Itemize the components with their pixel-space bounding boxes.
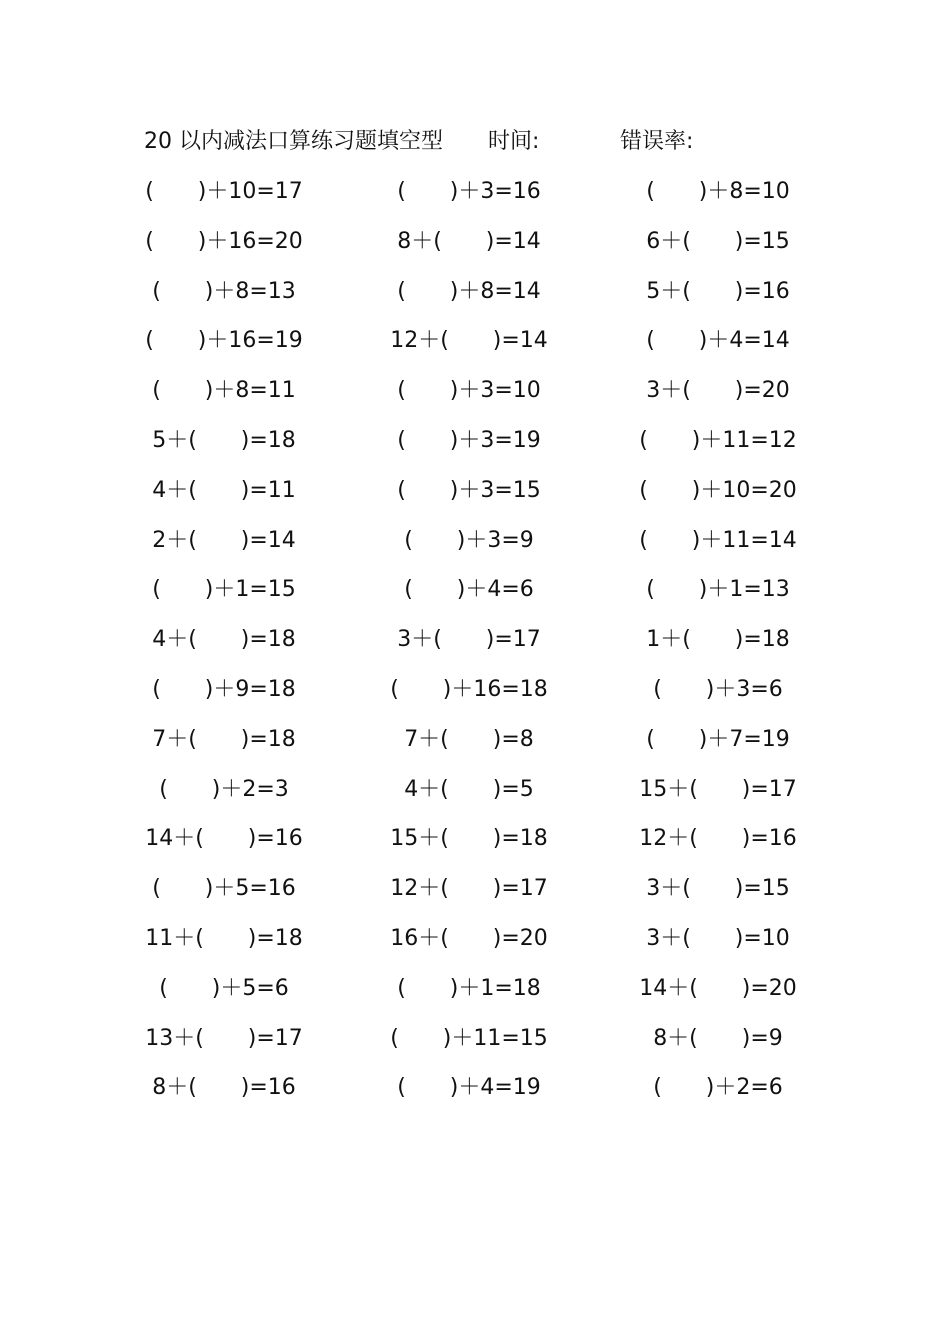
problem-row [0,722,950,772]
problem-item: ( )＋8=10 [646,179,790,204]
problem-row [0,821,950,871]
problem-item: ( )＋11=12 [639,427,797,453]
problem-item: 12＋( )=16 [639,826,797,852]
problem-item: ( )＋1=13 [646,577,790,603]
problem-item: ( )＋16=18 [390,676,548,702]
problem-item: ( )＋16=20 [145,228,303,254]
problem-row [0,1021,950,1071]
problem-row [0,622,950,672]
problem-item: ( )＋1=18 [397,975,541,1001]
problem-row [0,274,950,324]
problem-item: ( )＋9=18 [152,676,296,702]
problem-item: 4＋( )=11 [152,477,296,503]
problem-item: 11＋( )=18 [145,925,303,951]
problem-row [0,224,950,274]
problem-row [0,1070,950,1120]
problem-item: ( )＋11=14 [639,527,797,553]
error-rate-label: 错误率: [620,129,694,154]
problem-item: 5＋( )=18 [152,427,296,453]
problem-item: 3＋( )=15 [646,876,790,902]
problem-item: ( )＋5=6 [159,975,289,1001]
problem-item: 14＋( )=20 [639,975,797,1001]
problem-item: ( )＋4=14 [646,328,790,354]
problem-row [0,373,950,423]
problem-item: ( )＋8=14 [397,278,541,304]
problem-item: 3＋( )=10 [646,925,790,951]
problem-row [0,473,950,523]
problem-item: ( )＋3=15 [397,477,541,503]
problem-item: 14＋( )=16 [145,826,303,852]
problem-item: 15＋( )=18 [390,826,548,852]
problem-item: 4＋( )=18 [152,627,296,653]
problem-row [0,174,950,224]
problem-grid [0,174,950,1120]
problem-item: 12＋( )=14 [390,328,548,354]
problem-item: ( )＋2=3 [159,776,289,802]
problem-item: ( )＋1=15 [152,577,296,603]
problem-row [0,323,950,373]
problem-item: 6＋( )=15 [646,228,790,254]
problem-item: ( )＋3=19 [397,427,541,453]
problem-item: ( )＋3=16 [397,179,541,204]
time-label: 时间: [488,129,540,154]
problem-item: 12＋( )=17 [390,876,548,902]
problem-item: 13＋( )=17 [145,1025,303,1051]
problem-item: 8＋( )=14 [397,228,541,254]
problem-item: 7＋( )=8 [404,726,534,752]
problem-item: ( )＋4=19 [397,1075,541,1101]
worksheet-title: 20 以内减法口算练习题填空型 [144,129,443,154]
problem-item: 8＋( )=16 [152,1075,296,1101]
problem-row [0,672,950,722]
worksheet-header [0,124,950,160]
problem-row [0,871,950,921]
problem-item: 8＋( )=9 [653,1025,783,1051]
problem-row [0,921,950,971]
problem-row [0,572,950,622]
problem-item: ( )＋5=16 [152,876,296,902]
problem-item: 16＋( )=20 [390,925,548,951]
problem-item: ( )＋8=11 [152,378,296,404]
problem-item: ( )＋3=6 [653,676,783,702]
problem-row [0,772,950,822]
problem-item: 2＋( )=14 [152,527,296,553]
problem-item: ( )＋8=13 [152,278,296,304]
problem-item: ( )＋11=15 [390,1025,548,1051]
problem-item: ( )＋2=6 [653,1075,783,1101]
problem-item: ( )＋7=19 [646,726,790,752]
problem-row [0,971,950,1021]
problem-item: ( )＋10=20 [639,477,797,503]
problem-item: 7＋( )=18 [152,726,296,752]
problem-item: 4＋( )=5 [404,776,534,802]
problem-item: ( )＋16=19 [145,328,303,354]
problem-item: 15＋( )=17 [639,776,797,802]
problem-row [0,523,950,573]
problem-item: 3＋( )=17 [397,627,541,653]
problem-item: ( )＋3=10 [397,378,541,404]
problem-item: 1＋( )=18 [646,627,790,653]
problem-item: 5＋( )=16 [646,278,790,304]
problem-item: ( )＋10=17 [145,179,303,204]
problem-item: ( )＋3=9 [404,527,534,553]
problem-item: ( )＋4=6 [404,577,534,603]
problem-row [0,423,950,473]
problem-item: 3＋( )=20 [646,378,790,404]
